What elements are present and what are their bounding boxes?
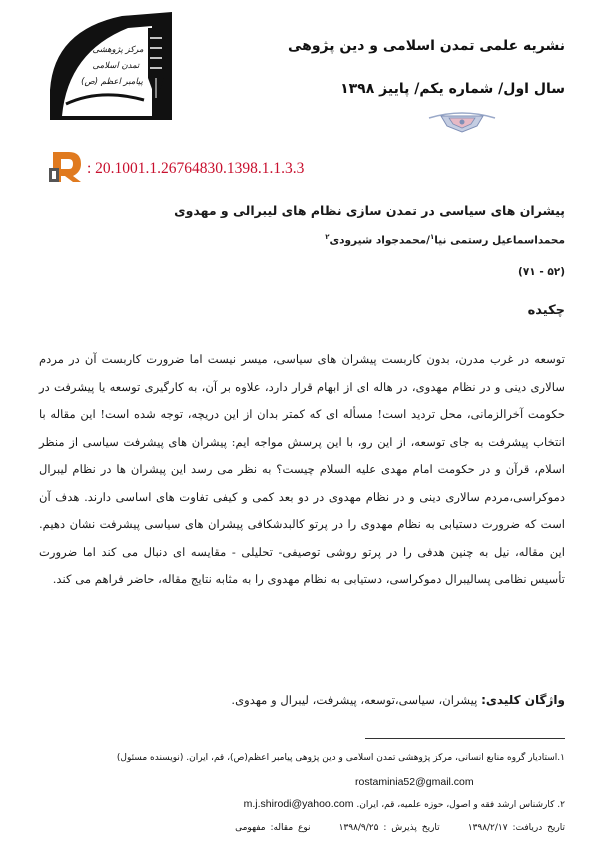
logo-line-3: پیامبر اعظم (ص) <box>81 77 143 87</box>
author-2: محمدجواد شیرودی <box>329 234 427 247</box>
received-date: تاریخ دریافت: ۱۳۹۸/۲/۱۷ <box>467 823 565 833</box>
author-2-footnote-mark: ۲ <box>325 233 330 241</box>
author-1: محمداسماعیل رستمی نیا <box>434 234 565 247</box>
doi-link[interactable]: : 20.1001.1.26764830.1398.1.1.3.3 <box>87 160 305 177</box>
article-type: نوع مقاله: مفهومی <box>235 823 311 833</box>
keywords <box>39 693 565 707</box>
accepted-date: تاریخ پذیرش : ۱۳۹۸/۹/۲۵ <box>338 823 440 833</box>
authors <box>45 233 565 247</box>
author-1-footnote-mark: ۱ <box>430 233 435 241</box>
author-separator: / <box>426 234 430 247</box>
footnote-2-text: ۲. کارشناس ارشد فقه و اصول، حوزه علمیه، قم، ایران. <box>356 800 565 810</box>
footnote-1-email[interactable]: rostaminia52@gmail.com <box>355 776 474 788</box>
abstract-body: توسعه در غرب مدرن، بدون کاربست پیشران های سیاسی، میسر نیست اما ضرورت کاربست آن در مردم سالاری دینی و در نظام مهدوی، در هاله ای از ابهام قرار دارد، علاوه بر آن، به کارگیری توسعه یا پیشرفت در حکومت آخرالزمانی، محل تردید است! مسأله ای که کمتر بدان از این دریچه، توجه شده است! این مقاله با انتخاب پیشرفت به جای توسعه، از این رو، با این پرسش مواجه ایم: پیشران های پیشرفت سیاسی از منظر اسلام، قرآن و در حکومت امام مهدی علیه السلام چیست؟ به نظر می رسد این پیشران ها در نظام لیبرال دموکراسی،مردم سالاری دینی و در نظام مهدوی در دو بعد کمی و کیفی تفاوت های اساسی دارند. هدف آن است که ضرورت دستیابی به نظام مهدوی را در پرتو کالبدشکافی پیشران های سیاسی پیشرفت نشان دهیم. این مقاله، نیل به چنین هدفی را در پرتو روشی توصیفی- تحلیلی - مقایسه ای دنبال می کند اما ضرورت تأسیس نظامی پسالیبرال دموکراسی، دستیابی به نظام مهدوی را به مثابه نتایج مقاله، حاضر فراهم می کند. <box>39 352 565 586</box>
logo-line-1: مرکز پژوهشی <box>92 45 144 55</box>
journal-logo <box>40 8 180 124</box>
journal-issue: سال اول/ شماره یکم/ پاییز ۱۳۹۸ <box>340 81 565 97</box>
article-dates <box>39 823 565 833</box>
footnote-2 <box>39 798 565 810</box>
logo-line-2: تمدن اسلامی <box>92 61 140 71</box>
footnote-divider <box>365 738 565 739</box>
keywords-label: واژگان کلیدی: <box>481 693 565 707</box>
abstract-heading: چکیده <box>527 303 565 318</box>
keywords-text: پیشران، سیاسی،توسعه، پیشرفت، لیبرال و مهدوی. <box>231 693 478 707</box>
article-title: پیشران های سیاسی در تمدن سازی نظام های لیبرالی و مهدوی <box>174 203 565 218</box>
decorative-ornament-icon <box>427 110 497 134</box>
doi-row <box>47 148 367 184</box>
page-range: (۵۲ - ۷۱) <box>518 266 565 278</box>
journal-name: نشریه علمی تمدن اسلامی و دین پژوهی <box>287 38 565 54</box>
doi-logo-icon <box>47 148 85 184</box>
footnote-1: ۱.استادیار گروه منابع انسانی، مرکز پژوهشی تمدن اسلامی و دین پژوهی پیامبر اعظم(ص)، قم، ایران. (نویسنده مسئول) <box>116 753 565 763</box>
footnote-2-email[interactable]: m.j.shirodi@yahoo.com <box>243 798 354 810</box>
